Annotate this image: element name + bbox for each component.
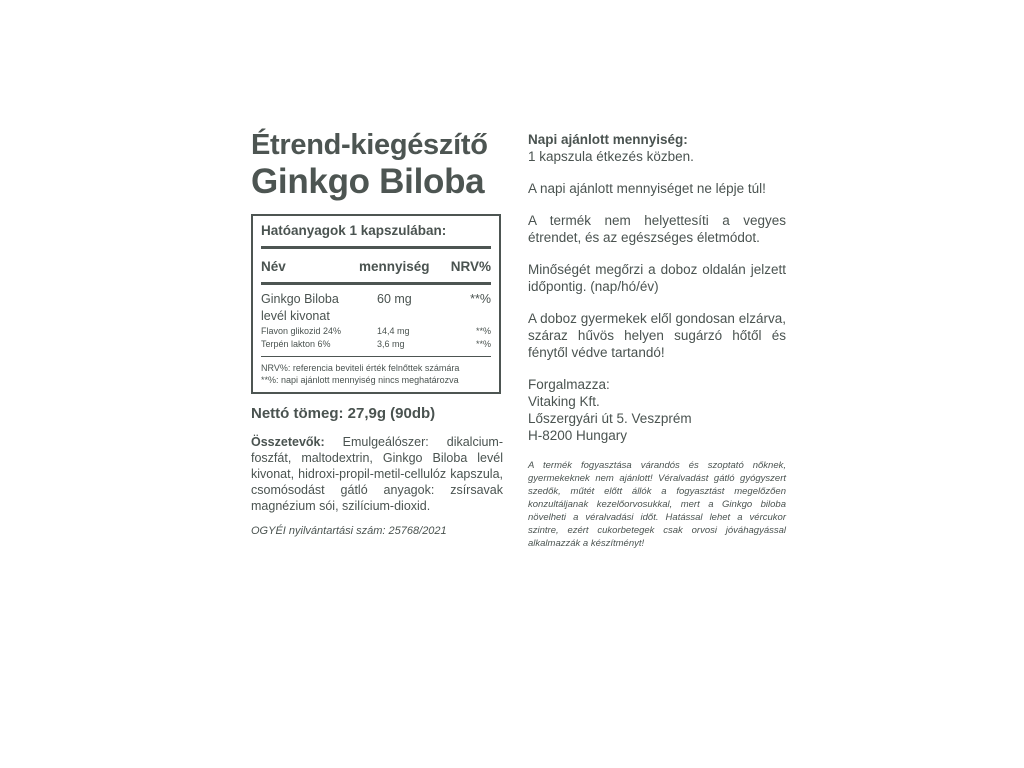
subrow-nrv: **% xyxy=(475,326,491,336)
daily-dose-label: Napi ajánlott mennyiség: xyxy=(528,132,688,147)
row-quantity: 60 mg xyxy=(377,292,412,306)
header-name: Név xyxy=(261,259,286,274)
product-title: Ginkgo Biloba xyxy=(251,162,485,201)
subrow-name: Flavon glikozid 24% xyxy=(261,326,342,336)
nrv-note: NRV%: referencia beviteli érték felnőttek számára xyxy=(261,363,460,373)
distributor-block xyxy=(528,376,786,444)
registration-number: OGYÉI nyilvántartási szám: 25768/2021 xyxy=(251,525,447,537)
nrv-note: **%: napi ajánlott mennyiség nincs meghatározva xyxy=(261,375,459,385)
daily-dose xyxy=(528,131,786,165)
distributor-address: Lőszergyári út 5. Veszprém xyxy=(528,411,692,426)
diet-note: A termék nem helyettesíti a vegyes étrendet, és az egészséges életmódot. xyxy=(528,213,786,245)
storage-note: A doboz gyermekek elől gondosan elzárva, száraz hűvös helyen sugárzó hőtől és fénytől védve tartandó! xyxy=(528,311,786,360)
table-subrow xyxy=(261,338,491,351)
ingredients-paragraph xyxy=(251,434,503,514)
daily-dose-text: 1 kapszula étkezés közben. xyxy=(528,149,694,164)
row-name: levél kivonat xyxy=(261,309,330,323)
row-quantity xyxy=(359,308,431,325)
distributor-city: H-8200 Hungary xyxy=(528,428,628,443)
divider xyxy=(261,356,491,357)
best-before-note: Minőségét megőrzi a doboz oldalán jelzett időpontig. (nap/hó/év) xyxy=(528,262,786,294)
header-quantity: mennyiség xyxy=(359,259,430,274)
ingredients-label: Összetevők: xyxy=(251,435,325,449)
row-name: Ginkgo Biloba xyxy=(261,292,339,306)
table-subrow xyxy=(261,325,491,338)
table-title: Hatóanyagok 1 kapszulában: xyxy=(261,222,491,249)
subrow-quantity: 14,4 mg xyxy=(377,326,410,336)
table-header xyxy=(261,258,491,285)
product-category: Étrend-kiegészítő xyxy=(251,129,488,161)
table-row xyxy=(261,291,491,308)
dose-warning: A napi ajánlott mennyiséget ne lépje túl! xyxy=(528,181,766,196)
left-column xyxy=(251,128,503,538)
row-nrv: **% xyxy=(470,292,491,306)
header-nrv: NRV% xyxy=(450,259,491,274)
distributor-label: Forgalmazza: xyxy=(528,377,610,392)
subrow-quantity: 3,6 mg xyxy=(377,339,405,349)
table-row xyxy=(261,308,491,325)
active-ingredients-table xyxy=(251,214,501,394)
net-weight: Nettó tömeg: 27,9g (90db) xyxy=(251,405,436,422)
pregnancy-warning: A termék fogyasztása várandós és szoptató nőknek, gyermekeknek nem ajánlott! Véralvadást gátló gyógyszert szedők, műtét előtt állók a fogyasztást megelőzően konzultáljanak kezelőorvosukkal, mert a Ginkgo biloba növelheti a véralvadási időt. Hatással lehet a vércukor szintre, ezért cukorbetegek csak orvosi jóváhagyással alkalmazzák a készítményt! xyxy=(528,460,786,549)
ingredients-text: Emulgeálószer: dikalcium-foszfát, maltodextrin, Ginkgo Biloba levél kivonat, hidroxi-propil-metil-cellulóz kapszula, csomósodást gátló anyagok: zsírsavak magnézium sói, szilícium-dioxid. xyxy=(251,435,503,513)
row-nrv xyxy=(431,308,491,325)
distributor-name: Vitaking Kft. xyxy=(528,394,600,409)
right-column xyxy=(528,131,786,550)
subrow-nrv: **% xyxy=(475,339,491,349)
subrow-name: Terpén lakton 6% xyxy=(261,339,331,349)
